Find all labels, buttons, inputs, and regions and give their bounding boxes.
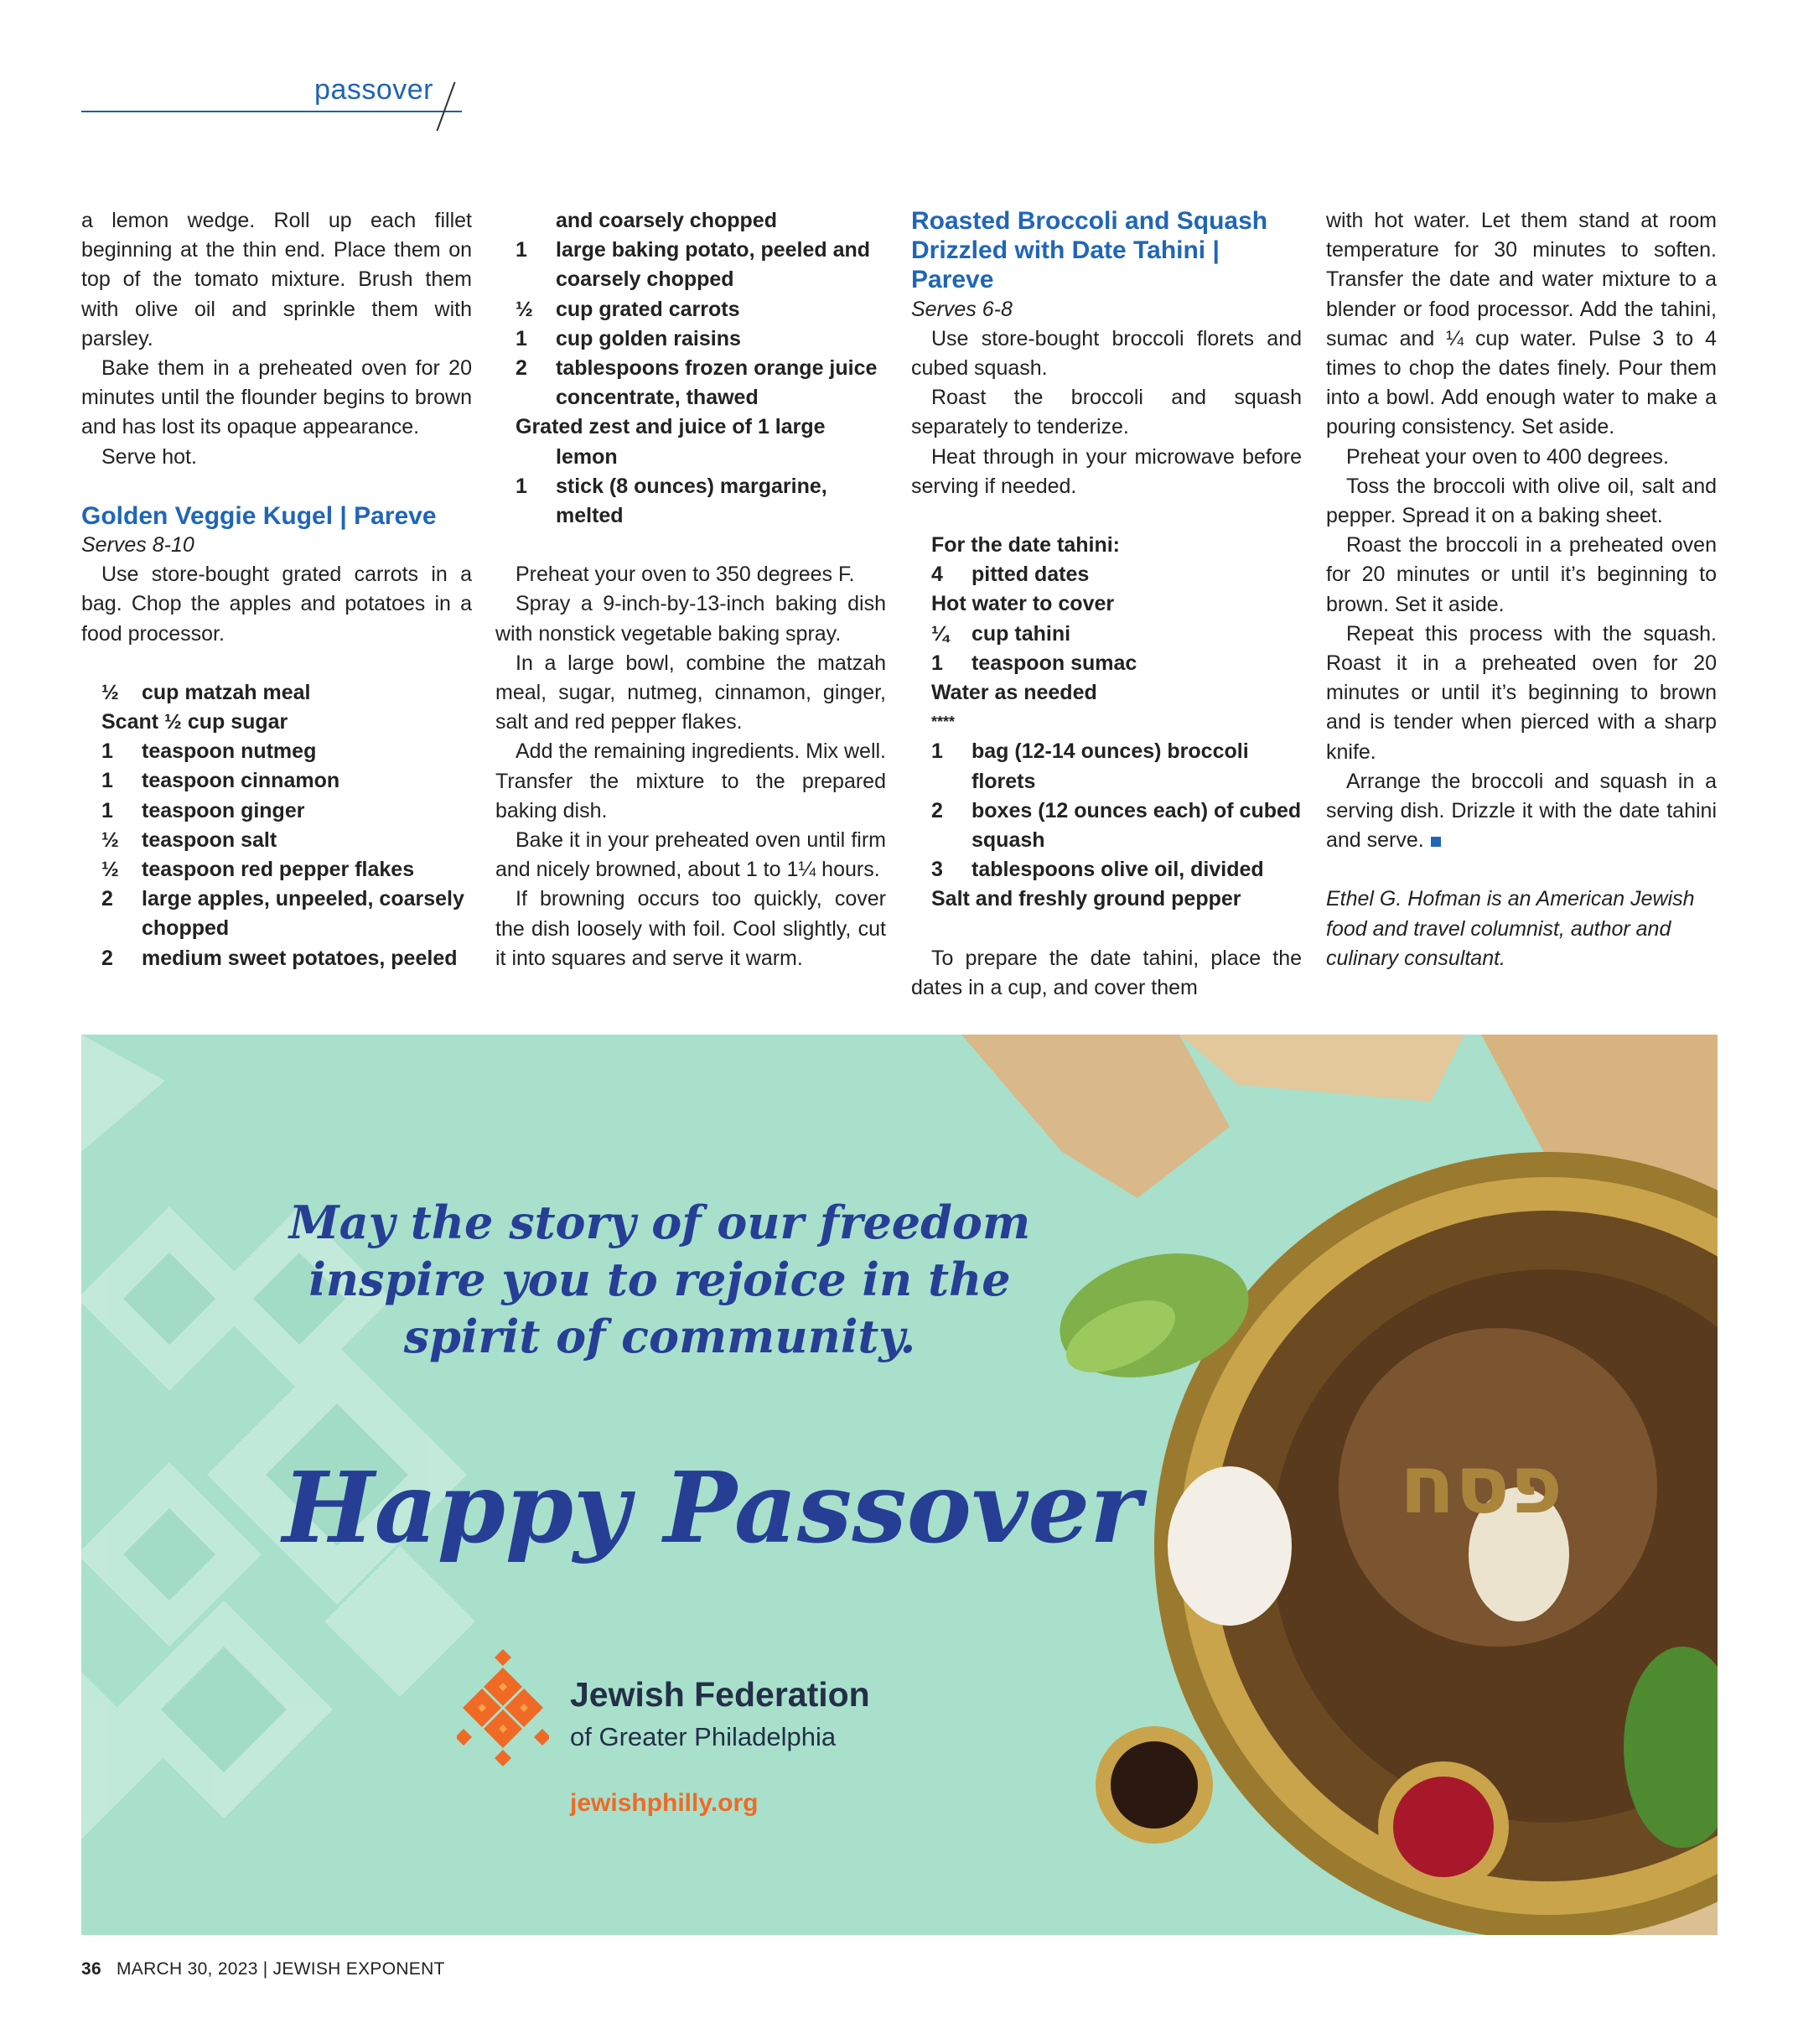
ingredient-item: 1 bag (12-14 ounces) broccoli florets (931, 739, 1249, 793)
paragraph: Roast the broccoli in a preheated oven for 20 minutes or until it’s beginning to brown. Set it aside. (1326, 533, 1717, 616)
paragraph: Roast the broccoli and squash separately to tenderize. (911, 386, 1302, 439)
recipe-title: Roasted Broccoli and Squash Drizzled with Date Tahini | Pareve (911, 207, 1268, 294)
article-column-2 (495, 206, 886, 973)
paragraph: Toss the broccoli with olive oil, salt and pepper. Spread it on a baking sheet. (1326, 474, 1717, 528)
article-column-1 (81, 206, 472, 973)
ingredient-item: ½ cup matzah meal (101, 680, 311, 704)
paragraph: a lemon wedge. Roll up each fillet beginning at the thin end. Place them on top of the tomato mixture. Brush them with olive oil and sprinkle them with parsley. (81, 209, 472, 350)
paragraph: Use store-bought grated carrots in a bag. Chop the apples and potatoes in a food processor. (81, 563, 472, 646)
header-slash (436, 82, 455, 132)
ad-message (215, 1194, 1104, 1365)
header-rule (81, 111, 462, 112)
ingredient-item: 2 medium sweet potatoes, peeled (101, 946, 458, 970)
paragraph: In a large bowl, combine the matzah meal, sugar, nutmeg, cinnamon, ginger, salt and red pepper flakes. (495, 651, 886, 734)
section-header (81, 74, 467, 134)
org-subtitle: of Greater Philadelphia (570, 1722, 837, 1751)
tahini-subhead: For the date tahini: (931, 533, 1120, 558)
section-label: passover (314, 74, 433, 106)
issue-date: MARCH 30, 2023 (116, 1959, 258, 1979)
ingredient-item: 1 stick (8 ounces) margarine, melted (516, 474, 827, 528)
ingredient-item: 1 cup golden raisins (516, 326, 741, 350)
paragraph: Repeat this process with the squash. Roast it in a preheated oven for 20 minutes or until it’s beginning to brown and is tender when pierced with a sharp knife. (1326, 621, 1717, 764)
paragraph: Heat through in your microwave before serving if needed. (911, 444, 1302, 498)
paragraph: Add the remaining ingredients. Mix well. Transfer the mixture to the prepared baking dish. (495, 739, 886, 822)
paragraph: If browning occurs too quickly, cover the dish loosely with foil. Cool slightly, cut it into squares and serve it warm. (495, 887, 886, 970)
article-column-4 (1326, 206, 1717, 973)
ingredient-item: 1 teaspoon cinnamon (101, 769, 340, 793)
ingredient-item: Salt and freshly ground pepper (931, 887, 1241, 911)
paragraph: Spray a 9-inch-by-13-inch baking dish with nonstick vegetable baking spray. (495, 592, 886, 646)
ad-message-line: inspire you to rejoice in the (308, 1253, 1011, 1306)
end-mark-icon (1431, 837, 1441, 847)
ingredient-item: ½ teaspoon red pepper flakes (101, 858, 415, 882)
page-number: 36 (81, 1959, 101, 1979)
ingredient-item: 4 pitted dates (931, 563, 1090, 587)
org-url-link[interactable]: jewishphilly.org (570, 1789, 759, 1817)
publication-name: JEWISH EXPONENT (272, 1959, 445, 1979)
ingredient-item: 3 tablespoons olive oil, divided (931, 858, 1264, 882)
ingredient-item: 2 boxes (12 ounces each) of cubed squash (931, 798, 1302, 853)
ingredient-item: Grated zest and juice of 1 large lemon (516, 415, 826, 469)
org-name: Jewish Federation (570, 1675, 870, 1714)
ingredient-item: 2 tablespoons frozen orange juice concentrate, thawed (516, 356, 878, 410)
author-byline: Ethel G. Hofman is an American Jewish food and travel columnist, author and culinary consultant. (1326, 887, 1695, 970)
ingredient-continuation: and coarsely chopped (556, 209, 777, 232)
footer-separator: | (262, 1959, 268, 1979)
recipe-serves: Serves 6-8 (911, 297, 1013, 321)
ingredient-item: Water as needed (931, 681, 1097, 705)
ingredient-item: Scant ½ cup sugar (101, 710, 288, 734)
ad-headline: Happy Passover (282, 1451, 1142, 1565)
recipe-serves: Serves 8-10 (81, 533, 194, 558)
ingredient-item: Hot water to cover (931, 592, 1115, 616)
ingredient-item: 1 large baking potato, peeled and coarsely chopped (516, 238, 871, 292)
section-separator: **** (931, 713, 956, 731)
page-footer (81, 1959, 445, 1979)
paragraph: with hot water. Let them stand at room temperature for 30 minutes to soften. Transfer the date and water mixture to a blender or food processor. Add the tahini, sumac and ¼ cup water. Pulse 3 to 4 times to chop the dates finely. Pour them into a bowl. Add enough water to make a pouring consistency. Set aside. (1326, 209, 1717, 439)
ingredient-item: 1 teaspoon sumac (931, 651, 1137, 675)
paragraph: Preheat your oven to 350 degrees F. (516, 563, 855, 587)
ingredient-item: 1 teaspoon ginger (101, 798, 305, 822)
ad-message-line: May the story of our freedom (288, 1196, 1031, 1249)
passover-advertisement (81, 1035, 1718, 1935)
ingredient-item: ½ teaspoon salt (101, 827, 277, 852)
federation-logo-icon (457, 1649, 549, 1766)
paragraph: Serve hot. (101, 444, 197, 469)
ingredient-item: 1 teaspoon nutmeg (101, 739, 317, 764)
paragraph: Bake them in a preheated oven for 20 minutes until the flounder begins to brown and has lost its opaque appearance. (81, 356, 472, 439)
paragraph: Bake it in your preheated oven until firm and nicely browned, about 1 to 1¼ hours. (495, 828, 886, 882)
paragraph: To prepare the date tahini, place the dates in a cup, and cover them (911, 946, 1302, 999)
ingredient-item: ½ cup grated carrots (516, 297, 740, 321)
recipe-title: Golden Veggie Kugel | Pareve (81, 501, 437, 530)
plate-hebrew-text: פסח (1399, 1438, 1563, 1532)
ad-message-line: spirit of community. (403, 1310, 916, 1363)
paragraph: Arrange the broccoli and squash in a serving dish. Drizzle it with the date tahini and serve. (1326, 769, 1717, 853)
paragraph: Preheat your oven to 400 degrees. (1346, 444, 1669, 469)
article-column-3 (911, 206, 1302, 1003)
ingredient-item: ¼ cup tahini (931, 621, 1071, 646)
ingredient-item: 2 large apples, unpeeled, coarsely chopped (101, 887, 464, 941)
paragraph: Use store-bought broccoli florets and cubed squash. (911, 326, 1302, 381)
